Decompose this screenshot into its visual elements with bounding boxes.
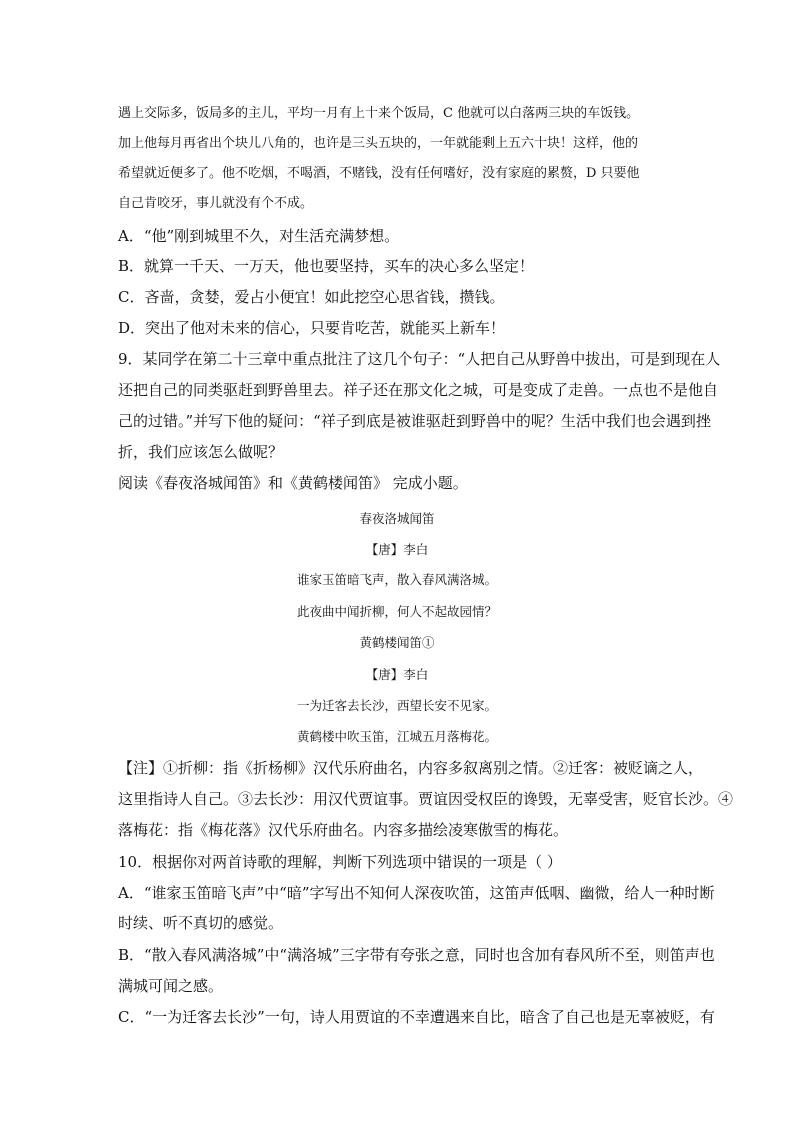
poem2-line-text: 黄鹤楼中吹玉笛，江城五月落梅花。 bbox=[296, 729, 497, 744]
q10-option-line: C．“一为迁客去长沙”一句，诗人用贾谊的不幸遭遇来自比，暗含了自己也是无辜被贬，有 bbox=[118, 1008, 715, 1026]
q8-option-a: A．“他”刚到城里不久，对生活充满梦想。 bbox=[118, 227, 400, 245]
passage-line: 遇上交际多，饭局多的主儿，平均一月有上十来个饭局，C 他就可以白落两三块的车饭钱。 bbox=[118, 106, 640, 121]
poem1-title bbox=[0, 508, 794, 529]
poem2-line-text: 一为迁客去长沙，西望长安不见家。 bbox=[296, 698, 497, 713]
poem1-author-text: 【唐】李白 bbox=[365, 542, 429, 557]
q10-option-line: A．“谁家玉笛暗飞声”中“暗”字写出不知何人深夜吹笛，这笛声低咽、幽微，给人一种时断 bbox=[118, 884, 715, 902]
q9-line: 折，我们应该怎么做呢？ bbox=[118, 443, 284, 461]
q10-option-line: 时续、听不真切的感觉。 bbox=[118, 914, 284, 932]
note-line: 落梅花：指《梅花落》汉代乐府曲名。内容多描绘凌寒傲雪的梅花。 bbox=[118, 821, 569, 839]
note-line: 【注】①折柳：指《折杨柳》汉代乐府曲名，内容多叙离别之情。②迁客：被贬谪之人， bbox=[118, 759, 704, 777]
passage-line: 加上他每月再省出个块儿八角的，也许是三头五块的，一年就能剩上五六十块！这样，他的 bbox=[118, 136, 639, 151]
poem2-line bbox=[0, 726, 794, 747]
poem2-title-text: 黄鹤楼闻笛① bbox=[359, 635, 435, 650]
passage-line: 自己肯咬牙，事儿就没有个不成。 bbox=[118, 196, 314, 211]
reading-intro: 阅读《春夜洛城闻笛》和《黄鹤楼闻笛》 完成小题。 bbox=[118, 474, 468, 492]
poem1-title-text: 春夜洛城闻笛 bbox=[359, 511, 435, 526]
note-line: 这里指诗人自己。③去长沙：用汉代贾谊事。贾谊因受权臣的谗毁，无辜受害，贬官长沙。④ bbox=[118, 790, 734, 808]
q9-line: 己的过错。”并写下他的疑问：“祥子到底是被谁驱赶到野兽中的呢？生活中我们也会遇到挫 bbox=[118, 412, 711, 430]
poem2-author-text: 【唐】李白 bbox=[365, 667, 429, 682]
poem2-line bbox=[0, 695, 794, 716]
q10-option-line: 满城可闻之感。 bbox=[118, 977, 224, 995]
poem2-title bbox=[0, 632, 794, 653]
q9-line: 9．某同学在第二十三章中重点批注了这几个句子：“人把自己从野兽中拔出，可是到现在人 bbox=[118, 350, 721, 368]
q8-option-c: C．吝啬，贪婪，爱占小便宜！如此挖空心思省钱，攒钱。 bbox=[118, 288, 505, 306]
poem2-author bbox=[0, 664, 794, 685]
poem1-line-text: 此夜曲中闻折柳，何人不起故园情？ bbox=[296, 604, 497, 619]
poem1-line bbox=[0, 569, 794, 590]
q10-option-line: B．“散入春风满洛城”中“满洛城”三字带有夸张之意，同时也含加有春风所不至，则笛声也 bbox=[118, 946, 715, 964]
poem1-line-text: 谁家玉笛暗飞声，散入春风满洛城。 bbox=[296, 572, 497, 587]
q9-line: 还把自己的同类驱赶到野兽里去。祥子还在那文化之城，可是变成了走兽。一点也不是他自 bbox=[118, 381, 719, 399]
poem1-line bbox=[0, 601, 794, 622]
q8-option-d: D．突出了他对未来的信心，只要肯吃苦，就能买上新车！ bbox=[118, 319, 506, 337]
q10-stem: 10．根据你对两首诗歌的理解，判断下列选项中错误的一项是（ ） bbox=[118, 853, 562, 871]
q8-option-b: B．就算一千天、一万天，他也要坚持，买车的决心多么坚定！ bbox=[118, 257, 535, 275]
passage-line: 希望就近便多了。他不吃烟，不喝酒，不赌钱，没有任何嗜好，没有家庭的累赘，D 只要他 bbox=[118, 166, 640, 181]
poem1-author bbox=[0, 539, 794, 560]
